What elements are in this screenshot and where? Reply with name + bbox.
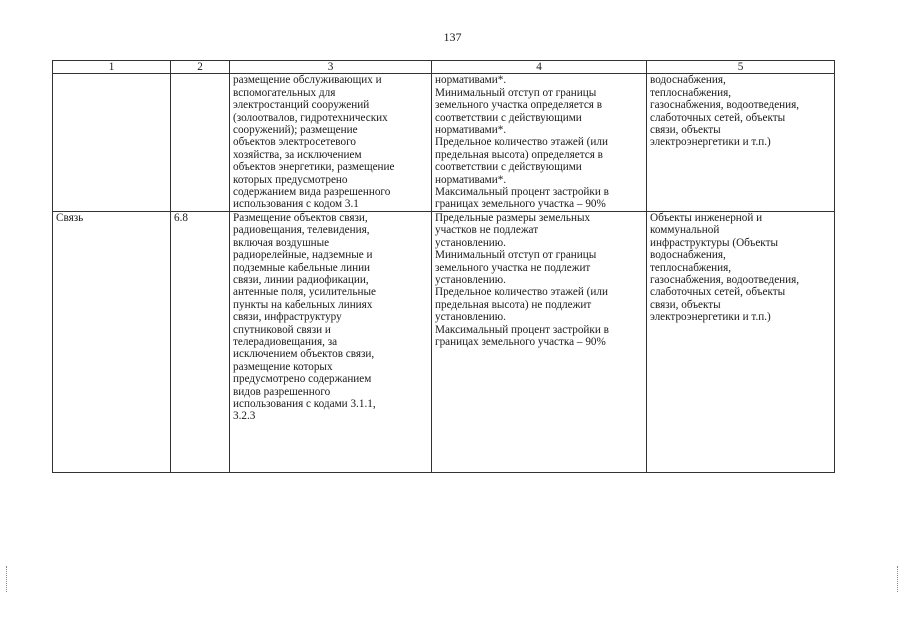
description-cell: Размещение объектов связи, радиовещания, телевидения, включая воздушные радиорелейные, надземные и подземные кабельные линии связи, линии радиофикации, антенные поля, усилительные пункты на кабельных линиях связи, инфраструктуру спутниковой связи и телерадиовещания, за исключением объектов связи, размещение которых предусмотрено содержанием видов разрешенного использования с кодами 3.1.1, 3.2.3 (230, 211, 432, 472)
table-row (53, 74, 835, 211)
column-header: 2 (171, 61, 230, 74)
infrastructure-cell: Объекты инженерной и коммунальной инфраструктуры (Объекты водоснабжения, теплоснабжения, газоснабжения, водоотведения, слаботочных сетей, объекты связи, объекты электроэнергетики и т.п.) (647, 211, 835, 472)
parameters-cell: Предельные размеры земельных участков не подлежат установлению. Минимальный отступ от границы земельного участка не подлежит установлению. Предельное количество этажей (или предельная высота) не подлежит установлению. Максимальный процент застройки в границах земельного участка – 90% (432, 211, 647, 472)
column-header: 5 (647, 61, 835, 74)
use-code-cell: 6.8 (171, 211, 230, 472)
parameters-cell: нормативами*. Минимальный отступ от границы земельного участка определяется в соответствии с действующими нормативами*. Предельное количество этажей (или предельная высота) определяется в соответствии с действующими нормативами*. Максимальный процент застройки в границах земельного участка – 90% (432, 74, 647, 211)
land-use-table (52, 60, 835, 473)
infrastructure-cell: водоснабжения, теплоснабжения, газоснабжения, водоотведения, слаботочных сетей, объекты связи, объекты электроэнергетики и т.п.) (647, 74, 835, 211)
column-header: 4 (432, 61, 647, 74)
table-row (53, 211, 835, 472)
use-name-cell: Связь (53, 211, 171, 472)
table-header-row (53, 61, 835, 74)
column-header: 3 (230, 61, 432, 74)
column-header: 1 (53, 61, 171, 74)
use-code-cell (171, 74, 230, 211)
left-scan-edge-mark (6, 566, 8, 592)
description-cell: размещение обслуживающих и вспомогательных для электростанций сооружений (золоотвалов, гидротехнических сооружений); размещение объектов электросетевого хозяйства, за исключением объектов энергетики, размещение которых предусмотрено содержанием вида разрешенного использования с кодом 3.1 (230, 74, 432, 211)
use-name-cell (53, 74, 171, 211)
page-number: 137 (443, 30, 462, 44)
right-scan-edge-mark (897, 566, 899, 592)
